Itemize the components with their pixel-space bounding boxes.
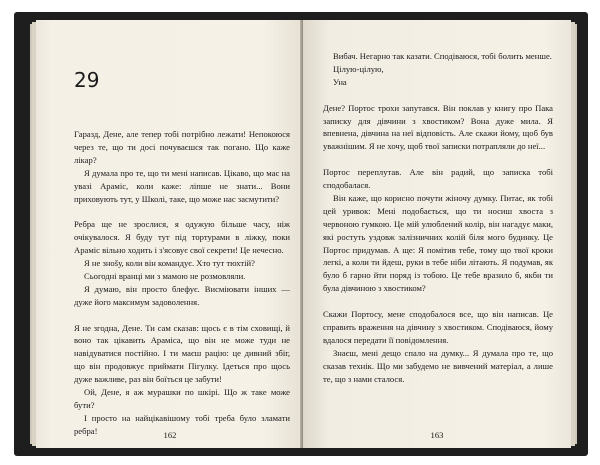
paragraph-gap — [323, 153, 553, 166]
paragraph: Вибач. Негарно так казати. Сподіваюся, тобі болить менше. — [333, 51, 552, 61]
paragraph-gap — [323, 295, 553, 308]
open-book — [14, 12, 588, 456]
paragraph: І просто на найцікавішому тобі треба було зламати ребра! — [74, 412, 290, 436]
paragraph-gap — [74, 205, 290, 218]
left-page-text — [74, 128, 290, 438]
paragraph: Сьогодні вранці ми з мамою не розмовляли. — [84, 270, 246, 281]
right-page-number: 163 — [430, 430, 444, 440]
paragraph: Цілую-цілую, — [333, 63, 384, 74]
paragraph: Уна — [333, 76, 347, 87]
paragraph: Я думаю, він просто блефує. Висміювати інших — дуже його максимум задоволення. — [74, 283, 290, 307]
paragraph: Він каже, що корисно почути жіночу думку. Питає, як тобі цей уривок: Мені подобається, що ти носиш хвоста з червоною гумкою. Це мій улюблений колір, він нагадує маки, які ростуть уздовж залізничних колій біля мого будинку. Це Портос придумав. А ще: Я помітив тебе, тому що твої кроки легкі, а коли ти йдеш, руки в тебе ніби літають. Я подумав, як було б гарно йти поряд із тобою. Це тебе вразило б, якби ти була дівчиною з хвостиком? — [323, 192, 553, 294]
left-page — [36, 20, 304, 448]
paragraph: Я не згодна, Дене. Ти сам сказав: щось є в тім сховищі, й воно так цікавить Араміса, що він не може туди не навідуватися постійно. І ти маєш рацію: це дивний збіг, що він продовжує приймати Пігулку. Ідеться про щось дуже важливе, раз він боїться це забути! — [74, 322, 290, 385]
paragraph: Гаразд, Дене, але тепер тобі потрібно лежати! Непокоюся через те, що ти досі почуваєшся так погано. Що каже лікар? — [74, 129, 290, 165]
paragraph: Портос переплутав. Але він радий, що записка тобі сподобалася. — [323, 167, 553, 191]
paragraph-gap — [74, 309, 290, 322]
paragraph: Скажи Портосу, мене сподобалося все, що він написав. Це справить враження на дівчину з хвостиком. Сподіваюся, йому вдалося передати її повідомлення. — [323, 309, 553, 345]
paragraph: Я не знošу, коли він командує. Хто тут тюхтій? — [84, 258, 255, 269]
paragraph: Дене? Портос трохи запутався. Він поклав у книгу про Пака записку для дівчини з хвостиком? Вона дуже мила. Я впевнена, дівчина на неї відповість. Але скажи йому, щоб був уважнішим. Я не хочу, щоб твої записки потрапляли до неї... — [323, 102, 553, 152]
left-page-number: 162 — [163, 430, 177, 440]
paragraph: Знаєш, мені дещо спало на думку... Я думала про те, що сказав технік. Що ми забудемо не вивчений матеріал, а лише те, що з нами сталося. — [323, 347, 553, 384]
chapter-number: 29 — [74, 68, 100, 92]
paragraph: Я думала про те, що ти мені написав. Цікаво, що мас на увазі Араміс, коли каже: ліпше не знати... Вони приховують тут, у Школі, таке, що може нас засмутити? — [74, 167, 290, 204]
paragraph: Ребра ще не зрослися, я одужую більше часу, ніж очікувалося. Я буду тут під тортурами в ліжку, поки Араміс вільно ходить і з'ясовує свої секрети! Це нечесно. — [74, 219, 290, 256]
right-page — [303, 20, 571, 448]
right-page-text — [323, 50, 553, 386]
paragraph-gap — [323, 89, 553, 102]
paragraph: Ой, Дене, я аж мурашки по шкірі. Що ж таке може бути? — [74, 387, 290, 410]
